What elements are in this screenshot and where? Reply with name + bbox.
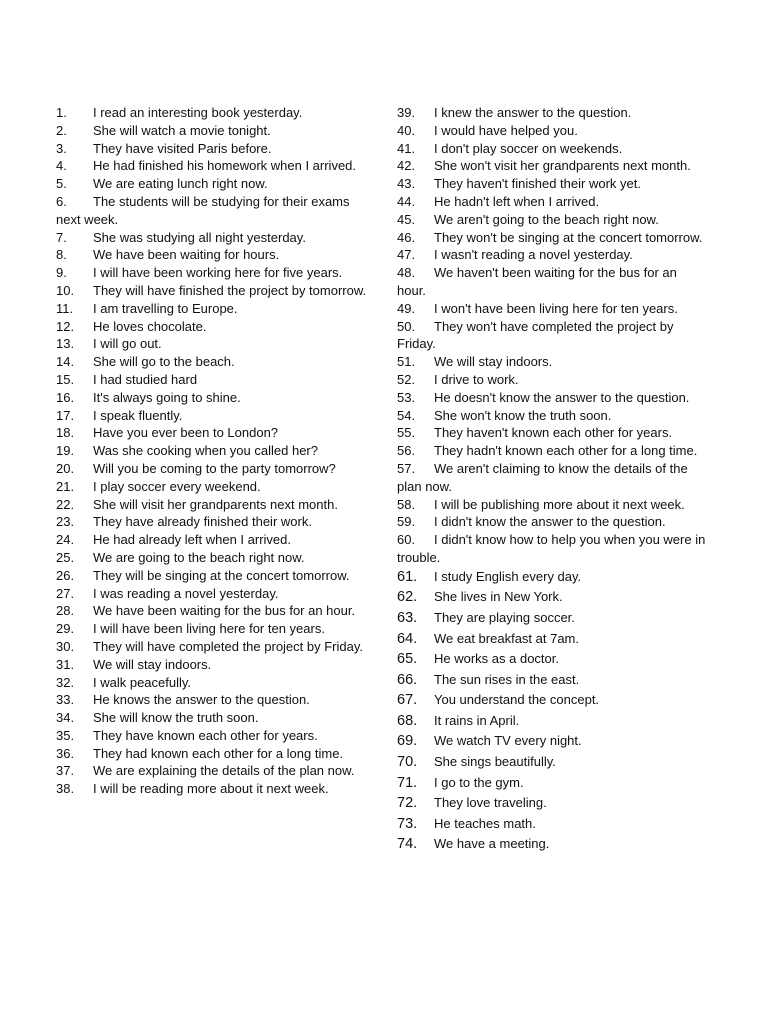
sentence-number: 37. [56,763,75,779]
sentence-number: 5. [56,176,67,192]
sentence-number: 16. [56,389,75,405]
sentence-text: They won't have completed the project by Friday. [397,318,674,352]
sentence-number: 68. [397,712,418,729]
sentence-item [397,442,709,460]
sentence-number: 24. [56,532,75,548]
sentence-number: 45. [397,211,416,227]
sentence-number: 66. [397,671,418,688]
sentence-item [397,122,709,140]
sentence-item [56,585,370,603]
sentence-item [397,814,709,835]
sentence-text: He hadn't left when I arrived. [434,193,600,209]
sentence-item [56,478,370,496]
sentence-text: She sings beautifully. [434,754,556,770]
sentence-text: We will stay indoors. [93,656,212,672]
sentence-number: 74. [397,836,418,853]
sentence-item [56,229,370,247]
sentence-number: 19. [56,443,75,459]
sentence-item [397,246,709,264]
left-sentence-column [56,104,370,798]
sentence-number: 44. [397,193,416,209]
sentence-text: Will you be coming to the party tomorrow? [93,460,336,476]
sentence-item [56,140,370,158]
sentence-item [56,157,370,175]
sentence-number: 1. [56,105,67,120]
sentence-item [397,567,709,588]
sentence-item [397,104,709,122]
sentence-text: I will have been working here for five years. [93,265,343,281]
sentence-item [56,193,370,229]
sentence-item [397,157,709,175]
sentence-text: I play soccer every weekend. [93,478,261,494]
sentence-text: They haven't known each other for years. [434,425,673,441]
sentence-item [397,175,709,193]
sentence-text: I was reading a novel yesterday. [93,585,279,601]
sentence-item [397,318,709,354]
sentence-item [397,353,709,371]
sentence-text: I didn't know how to help you when you were in trouble. [397,532,706,565]
sentence-number: 67. [397,692,418,709]
sentence-text: She will watch a movie tonight. [93,122,271,138]
sentence-number: 63. [397,609,418,626]
sentence-item [397,211,709,229]
sentence-text: We haven't been waiting for the bus for an hour. [397,265,677,298]
sentence-text: The sun rises in the east. [434,671,580,687]
sentence-item [397,690,709,711]
sentence-item [397,531,709,567]
sentence-text: I will be reading more about it next week. [93,781,329,797]
sentence-item [56,460,370,478]
sentence-number: 7. [56,229,67,245]
sentence-number: 6. [56,193,67,209]
sentence-item [56,318,370,336]
sentence-number: 22. [56,496,75,512]
sentence-text: Have you ever been to London? [93,425,279,441]
sentence-text: I didn't know the answer to the question. [434,514,666,530]
sentence-item [397,834,709,855]
sentence-text: They will have completed the project by Friday. [93,638,363,654]
sentence-item [397,793,709,814]
sentence-text: I don't play soccer on weekends. [434,140,623,156]
sentence-text: He knows the answer to the question. [93,692,310,708]
sentence-number: 61. [397,568,418,585]
sentence-number: 56. [397,443,416,459]
sentence-number: 11. [56,300,74,316]
sentence-number: 30. [56,638,75,654]
sentence-item [397,424,709,442]
sentence-text: They love traveling. [434,795,547,811]
sentence-number: 54. [397,407,416,423]
sentence-text: He had already left when I arrived. [93,532,291,548]
sentence-text: We are going to the beach right now. [93,549,305,565]
sentence-text: She lives in New York. [434,589,563,605]
sentence-number: 36. [56,745,75,761]
sentence-number: 71. [397,774,418,791]
sentence-number: 65. [397,651,418,668]
sentence-number: 64. [397,630,418,647]
sentence-number: 40. [397,122,416,138]
sentence-text: They are playing soccer. [434,609,575,625]
sentence-number: 17. [56,407,75,423]
sentence-item [56,602,370,620]
sentence-number: 31. [56,656,75,672]
sentence-number: 27. [56,585,75,601]
sentence-item [56,762,370,780]
sentence-text: She won't know the truth soon. [434,407,612,423]
sentence-number: 35. [56,727,75,743]
sentence-item [56,496,370,514]
sentence-text: I would have helped you. [434,122,578,138]
sentence-number: 53. [397,389,416,405]
sentence-number: 42. [397,158,416,174]
sentence-number: 15. [56,371,75,387]
sentence-number: 2. [56,122,67,138]
sentence-number: 4. [56,158,67,174]
sentence-text: We aren't going to the beach right now. [434,211,659,227]
sentence-text: We are explaining the details of the plan now. [93,763,355,779]
sentence-item [397,629,709,650]
sentence-item [56,122,370,140]
right-sentence-column [397,104,709,855]
sentence-text: I will have been living here for ten years. [93,621,325,637]
sentence-number: 43. [397,176,416,192]
sentence-number: 9. [56,265,67,281]
sentence-number: 32. [56,674,75,690]
sentence-text: They will be singing at the concert tomorrow. [93,567,350,583]
sentence-item [56,300,370,318]
sentence-item [397,460,709,496]
sentence-text: They have known each other for years. [93,727,318,743]
sentence-item [56,620,370,638]
sentence-text: I knew the answer to the question. [434,105,632,120]
sentence-item [56,567,370,585]
sentence-item [397,229,709,247]
sentence-item [397,513,709,531]
sentence-number: 52. [397,371,416,387]
sentence-item [56,745,370,763]
sentence-item [56,531,370,549]
sentence-number: 73. [397,815,418,832]
sentence-text: I walk peacefully. [93,674,192,690]
sentence-number: 62. [397,589,418,606]
sentence-text: I go to the gym. [434,774,524,790]
sentence-item [56,282,370,300]
sentence-item [56,727,370,745]
sentence-item [397,752,709,773]
sentence-text: Was she cooking when you called her? [93,443,318,459]
sentence-text: We watch TV every night. [434,733,582,749]
sentence-item [397,389,709,407]
sentence-item [397,711,709,732]
sentence-number: 34. [56,710,75,726]
sentence-text: The students will be studying for their exams next week. [56,193,350,227]
sentence-text: I drive to work. [434,371,519,387]
sentence-text: I speak fluently. [93,407,183,423]
sentence-number: 12. [56,318,75,334]
sentence-text: You understand the concept. [434,692,600,708]
sentence-text: I read an interesting book yesterday. [93,105,303,120]
sentence-text: I had studied hard [93,371,198,387]
sentence-item [56,264,370,282]
sentence-item [56,656,370,674]
sentence-number: 51. [397,354,416,370]
sentence-number: 21. [56,478,75,494]
sentence-text: We have been waiting for hours. [93,247,280,263]
sentence-item [56,549,370,567]
sentence-text: I wasn't reading a novel yesterday. [434,247,633,263]
sentence-number: 70. [397,754,418,771]
sentence-text: I study English every day. [434,568,582,584]
sentence-number: 69. [397,733,418,750]
sentence-text: He loves chocolate. [93,318,207,334]
sentence-text: We eat breakfast at 7am. [434,630,579,646]
sentence-item [397,649,709,670]
sentence-number: 28. [56,603,75,619]
sentence-item [56,353,370,371]
sentence-item [397,264,709,300]
sentence-text: They will have finished the project by tomorrow. [93,282,367,298]
sentence-number: 50. [397,318,416,334]
sentence-item [397,670,709,691]
sentence-text: They won't be singing at the concert tomorrow. [434,229,703,245]
sentence-item [397,300,709,318]
sentence-text: I will be publishing more about it next week. [434,496,685,512]
sentence-text: I won't have been living here for ten years. [434,300,678,316]
sentence-text: He works as a doctor. [434,651,559,667]
sentence-text: They haven't finished their work yet. [434,176,641,192]
sentence-item [56,709,370,727]
sentence-item [397,140,709,158]
sentence-number: 46. [397,229,416,245]
sentence-text: He teaches math. [434,815,536,831]
sentence-text: She will go to the beach. [93,354,235,370]
sentence-item [397,193,709,211]
sentence-text: She will visit her grandparents next month. [93,496,338,512]
sentence-number: 25. [56,549,75,565]
sentence-text: He had finished his homework when I arrived. [93,158,357,174]
sentence-item [397,731,709,752]
sentence-item [56,389,370,407]
sentence-item [397,608,709,629]
sentence-item [56,780,370,798]
sentence-text: They had known each other for a long time. [93,745,344,761]
sentence-number: 13. [56,336,75,352]
sentence-number: 39. [397,105,416,120]
sentence-number: 8. [56,247,67,263]
sentence-item [397,407,709,425]
sentence-number: 26. [56,567,75,583]
sentence-item [56,638,370,656]
sentence-text: We have a meeting. [434,836,550,852]
sentence-number: 41. [397,140,416,156]
sentence-item [56,246,370,264]
sentence-number: 60. [397,532,416,548]
sentence-text: I am travelling to Europe. [93,300,238,316]
sentence-number: 29. [56,621,75,637]
sentence-text: They hadn't known each other for a long time. [434,443,698,459]
sentence-text: I will go out. [93,336,162,352]
sentence-text: She won't visit her grandparents next month. [434,158,691,174]
sentence-number: 10. [56,282,75,298]
sentence-text: They have already finished their work. [93,514,312,530]
sentence-number: 14. [56,354,75,370]
sentence-item [56,513,370,531]
sentence-item [56,674,370,692]
sentence-number: 20. [56,460,75,476]
sentence-item [56,175,370,193]
sentence-number: 18. [56,425,75,441]
sentence-text: We have been waiting for the bus for an hour. [93,603,356,619]
sentence-number: 23. [56,514,75,530]
sentence-text: She will know the truth soon. [93,710,259,726]
sentence-text: We will stay indoors. [434,354,553,370]
sentence-text: She was studying all night yesterday. [93,229,306,245]
sentence-number: 3. [56,140,67,156]
sentence-item [397,587,709,608]
sentence-number: 38. [56,781,75,797]
sentence-number: 55. [397,425,416,441]
sentence-text: It's always going to shine. [93,389,241,405]
sentence-text: We aren't claiming to know the details of the plan now. [397,460,688,494]
sentence-number: 72. [397,795,418,812]
sentence-item [56,407,370,425]
sentence-number: 58. [397,496,416,512]
sentence-item [56,371,370,389]
sentence-item [56,691,370,709]
sentence-number: 59. [397,514,416,530]
sentence-text: He doesn't know the answer to the question. [434,389,690,405]
sentence-number: 57. [397,460,416,476]
sentence-text: It rains in April. [434,712,520,728]
sentence-item [397,496,709,514]
sentence-text: We are eating lunch right now. [93,176,268,192]
sentence-number: 48. [397,265,416,281]
sentence-item [56,104,370,122]
sentence-item [397,773,709,794]
sentence-item [56,335,370,353]
sentence-number: 47. [397,247,416,263]
sentence-item [56,442,370,460]
sentence-text: They have visited Paris before. [93,140,272,156]
sentence-item [397,371,709,389]
sentence-item [56,424,370,442]
sentence-number: 49. [397,300,416,316]
sentence-number: 33. [56,692,75,708]
